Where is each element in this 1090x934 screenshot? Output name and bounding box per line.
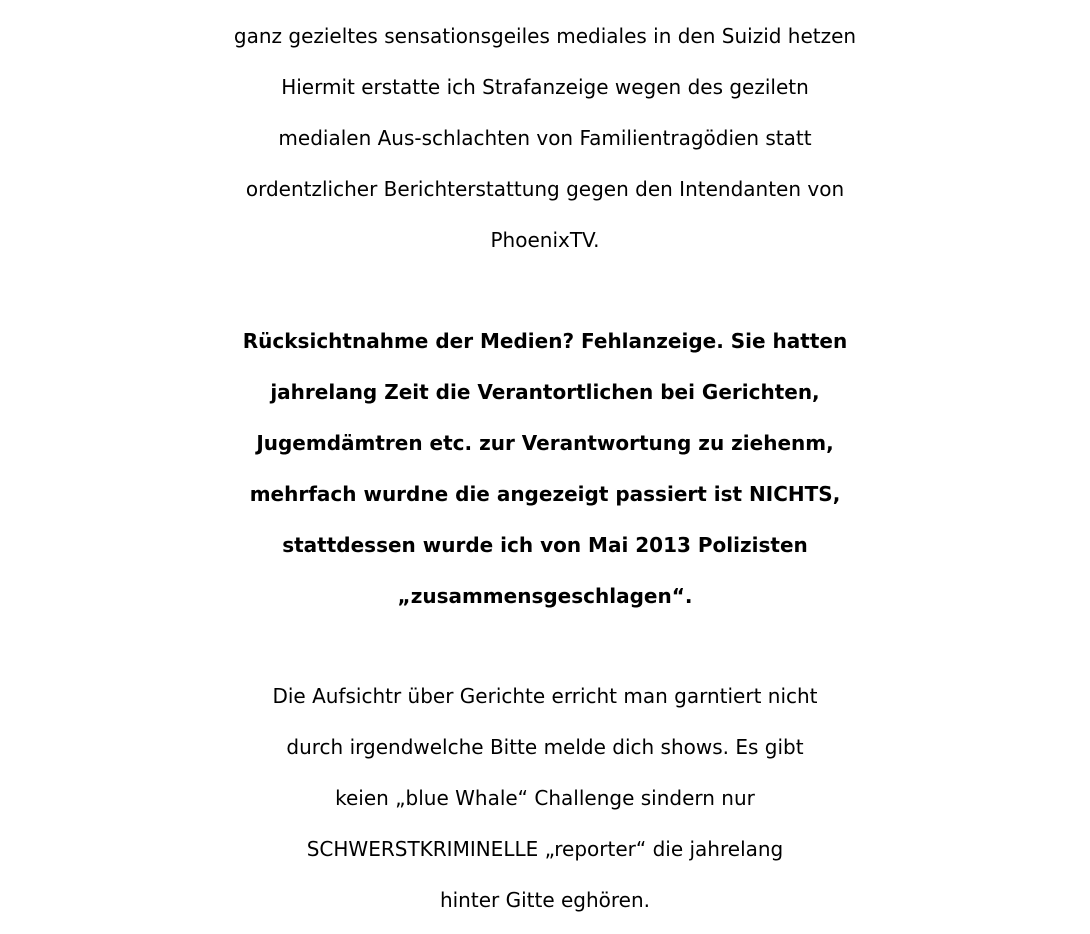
text-line: „zusammensgeschlagen“. [397, 584, 693, 608]
text-line: mehrfach wurdne die angezeigt passiert ist NICHTS, [249, 482, 841, 506]
text-line: Die Aufsichtr über Gerichte erricht man garntiert nicht [272, 684, 818, 708]
paragraph-media-criticism [0, 316, 1090, 622]
text-line: ordentzlicher Berichterstattung gegen den Intendanten von [245, 177, 845, 201]
paragraph-criminal-complaint [0, 11, 1090, 266]
text-line: hinter Gitte eghören. [439, 888, 651, 912]
text-line: durch irgendwelche Bitte melde dich shows. Es gibt [286, 735, 804, 759]
text-line: Hiermit erstatte ich Strafanzeige wegen des geziletn [281, 75, 809, 99]
text-line: SCHWERSTKRIMINELLE „reporter“ die jahrelang [306, 837, 784, 861]
text-line: ganz gezieltes sensationsgeiles mediales in den Suizid hetzen [233, 24, 857, 48]
text-line: PhoenixTV. [490, 228, 600, 252]
text-line: keien „blue Whale“ Challenge sindern nur [335, 786, 755, 810]
text-line: stattdessen wurde ich von Mai 2013 Polizisten [282, 533, 808, 557]
paragraph-court-oversight [0, 671, 1090, 926]
text-line: medialen Aus-schlachten von Familientragödien statt [278, 126, 812, 150]
text-line: jahrelang Zeit die Verantortlichen bei Gerichten, [270, 380, 820, 404]
text-line: Jugemdämtren etc. zur Verantwortung zu ziehenm, [256, 431, 834, 455]
text-line: Rücksichtnahme der Medien? Fehlanzeige. Sie hatten [242, 329, 848, 353]
